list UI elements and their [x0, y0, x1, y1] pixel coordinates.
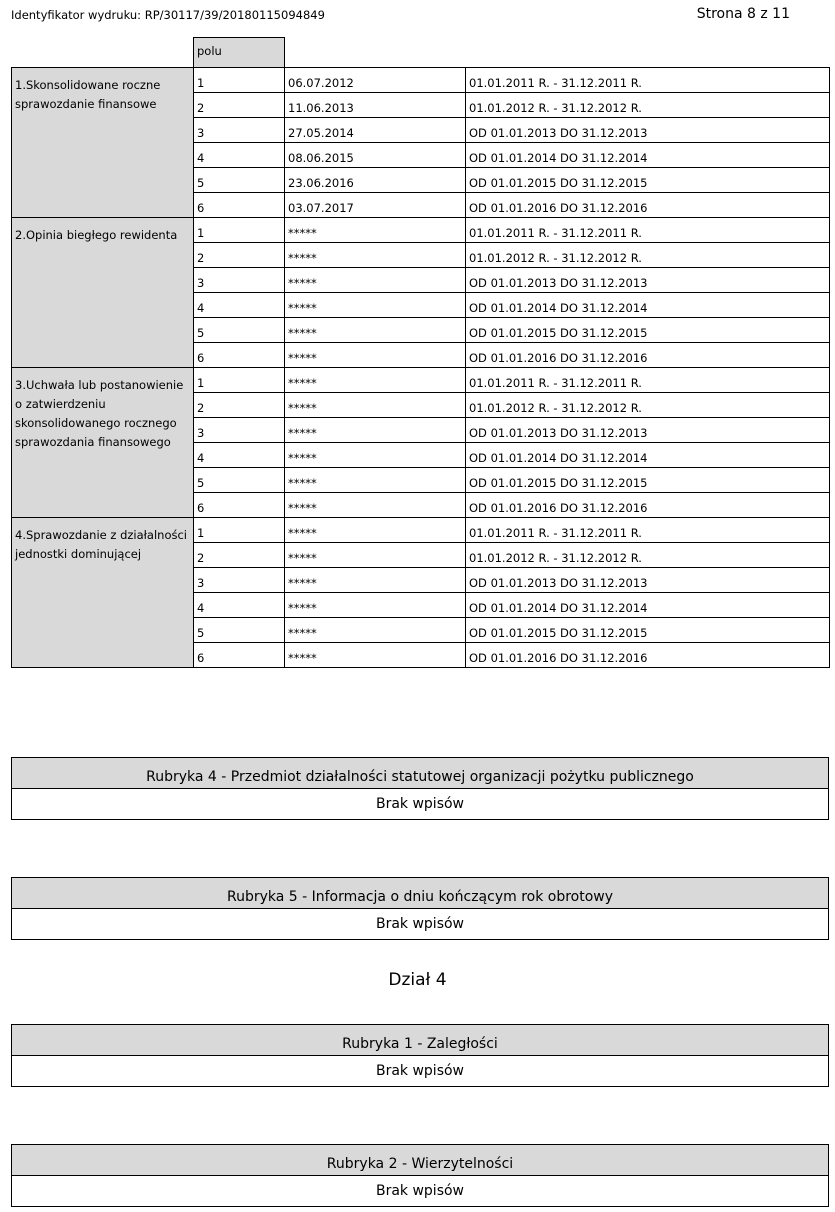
- submission-date: *****: [285, 593, 466, 618]
- entry-number: 6: [194, 643, 285, 668]
- submission-date: 08.06.2015: [285, 143, 466, 168]
- submission-date: *****: [285, 243, 466, 268]
- rubryka-4-section: [11, 757, 829, 820]
- submission-date: 06.07.2012: [285, 68, 466, 93]
- submission-date: *****: [285, 268, 466, 293]
- entry-number: 1: [194, 218, 285, 243]
- submission-date: *****: [285, 518, 466, 543]
- financial-documents-table: [11, 37, 830, 668]
- submission-date: 11.06.2013: [285, 93, 466, 118]
- entry-number: 2: [194, 543, 285, 568]
- entry-number: 3: [194, 118, 285, 143]
- submission-date: *****: [285, 218, 466, 243]
- document-type-label: 2.Opinia biegłego rewidenta: [12, 218, 194, 368]
- reporting-period: 01.01.2012 R. - 31.12.2012 R.: [466, 393, 830, 418]
- entry-number: 6: [194, 193, 285, 218]
- dzial4-rubryka-2-body: Brak wpisów: [375, 1183, 465, 1199]
- entry-number: 4: [194, 443, 285, 468]
- entry-number: 5: [194, 168, 285, 193]
- column-header-polu: polu: [194, 38, 285, 68]
- dzial4-rubryka-2-title: Rubryka 2 - Wierzytelności: [12, 1145, 828, 1176]
- rubryka-5-section: [11, 877, 829, 940]
- rubryka-4-title: Rubryka 4 - Przedmiot działalności statutowej organizacji pożytku publicznego: [12, 758, 828, 789]
- reporting-period: OD 01.01.2016 DO 31.12.2016: [466, 493, 830, 518]
- submission-date: *****: [285, 568, 466, 593]
- reporting-period: OD 01.01.2015 DO 31.12.2015: [466, 468, 830, 493]
- table-header-row: [12, 38, 830, 68]
- print-identifier: Identyfikator wydruku: RP/30117/39/20180115094849: [11, 8, 325, 22]
- reporting-period: 01.01.2011 R. - 31.12.2011 R.: [466, 68, 830, 93]
- submission-date: *****: [285, 293, 466, 318]
- table-row: [12, 218, 830, 243]
- rubryka-5-body: Brak wpisów: [375, 916, 465, 932]
- reporting-period: OD 01.01.2013 DO 31.12.2013: [466, 418, 830, 443]
- table-row: [12, 368, 830, 393]
- reporting-period: OD 01.01.2014 DO 31.12.2014: [466, 143, 830, 168]
- header-blank: [466, 38, 830, 68]
- submission-date: *****: [285, 418, 466, 443]
- reporting-period: 01.01.2011 R. - 31.12.2011 R.: [466, 218, 830, 243]
- submission-date: *****: [285, 468, 466, 493]
- entry-number: 5: [194, 618, 285, 643]
- reporting-period: 01.01.2012 R. - 31.12.2012 R.: [466, 243, 830, 268]
- submission-date: *****: [285, 618, 466, 643]
- entry-number: 3: [194, 418, 285, 443]
- reporting-period: OD 01.01.2013 DO 31.12.2013: [466, 268, 830, 293]
- entry-number: 6: [194, 493, 285, 518]
- dzial4-rubryka-2-section: [11, 1144, 829, 1207]
- submission-date: *****: [285, 493, 466, 518]
- table-row: [12, 68, 830, 93]
- entry-number: 2: [194, 393, 285, 418]
- section-heading-dzial-4: Dział 4: [388, 970, 447, 990]
- rubryka-5-title: Rubryka 5 - Informacja o dniu kończącym rok obrotowy: [12, 878, 828, 909]
- reporting-period: OD 01.01.2016 DO 31.12.2016: [466, 193, 830, 218]
- reporting-period: OD 01.01.2014 DO 31.12.2014: [466, 443, 830, 468]
- reporting-period: OD 01.01.2016 DO 31.12.2016: [466, 343, 830, 368]
- entry-number: 5: [194, 468, 285, 493]
- rubryka-4-body: Brak wpisów: [375, 796, 465, 812]
- reporting-period: 01.01.2012 R. - 31.12.2012 R.: [466, 93, 830, 118]
- submission-date: 03.07.2017: [285, 193, 466, 218]
- submission-date: 27.05.2014: [285, 118, 466, 143]
- entry-number: 5: [194, 318, 285, 343]
- reporting-period: OD 01.01.2013 DO 31.12.2013: [466, 118, 830, 143]
- submission-date: *****: [285, 318, 466, 343]
- entry-number: 3: [194, 568, 285, 593]
- submission-date: *****: [285, 343, 466, 368]
- entry-number: 4: [194, 293, 285, 318]
- reporting-period: OD 01.01.2014 DO 31.12.2014: [466, 293, 830, 318]
- submission-date: *****: [285, 393, 466, 418]
- reporting-period: 01.01.2011 R. - 31.12.2011 R.: [466, 518, 830, 543]
- entry-number: 2: [194, 243, 285, 268]
- reporting-period: 01.01.2011 R. - 31.12.2011 R.: [466, 368, 830, 393]
- table-row: [12, 518, 830, 543]
- reporting-period: OD 01.01.2013 DO 31.12.2013: [466, 568, 830, 593]
- dzial4-rubryka-1-title: Rubryka 1 - Zaległości: [12, 1025, 828, 1056]
- reporting-period: OD 01.01.2016 DO 31.12.2016: [466, 643, 830, 668]
- document-type-label: 1.Skonsolidowane roczne sprawozdanie finansowe: [12, 68, 194, 218]
- entry-number: 4: [194, 143, 285, 168]
- document-type-label: 4.Sprawozdanie z działalności jednostki dominującej: [12, 518, 194, 668]
- submission-date: *****: [285, 443, 466, 468]
- page-number: Strona 8 z 11: [696, 6, 790, 22]
- entry-number: 1: [194, 68, 285, 93]
- reporting-period: OD 01.01.2015 DO 31.12.2015: [466, 618, 830, 643]
- entry-number: 2: [194, 93, 285, 118]
- reporting-period: OD 01.01.2015 DO 31.12.2015: [466, 318, 830, 343]
- reporting-period: OD 01.01.2014 DO 31.12.2014: [466, 593, 830, 618]
- reporting-period: OD 01.01.2015 DO 31.12.2015: [466, 168, 830, 193]
- submission-date: 23.06.2016: [285, 168, 466, 193]
- submission-date: *****: [285, 368, 466, 393]
- reporting-period: 01.01.2012 R. - 31.12.2012 R.: [466, 543, 830, 568]
- dzial4-rubryka-1-body: Brak wpisów: [375, 1063, 465, 1079]
- dzial4-rubryka-1-section: [11, 1024, 829, 1087]
- entry-number: 4: [194, 593, 285, 618]
- header-blank: [12, 38, 194, 68]
- entry-number: 6: [194, 343, 285, 368]
- entry-number: 1: [194, 518, 285, 543]
- submission-date: *****: [285, 543, 466, 568]
- submission-date: *****: [285, 643, 466, 668]
- document-type-label: 3.Uchwała lub postanowienie o zatwierdzeniu skonsolidowanego rocznego sprawozdania finansowego: [12, 368, 194, 518]
- header-blank: [285, 38, 466, 68]
- entry-number: 3: [194, 268, 285, 293]
- entry-number: 1: [194, 368, 285, 393]
